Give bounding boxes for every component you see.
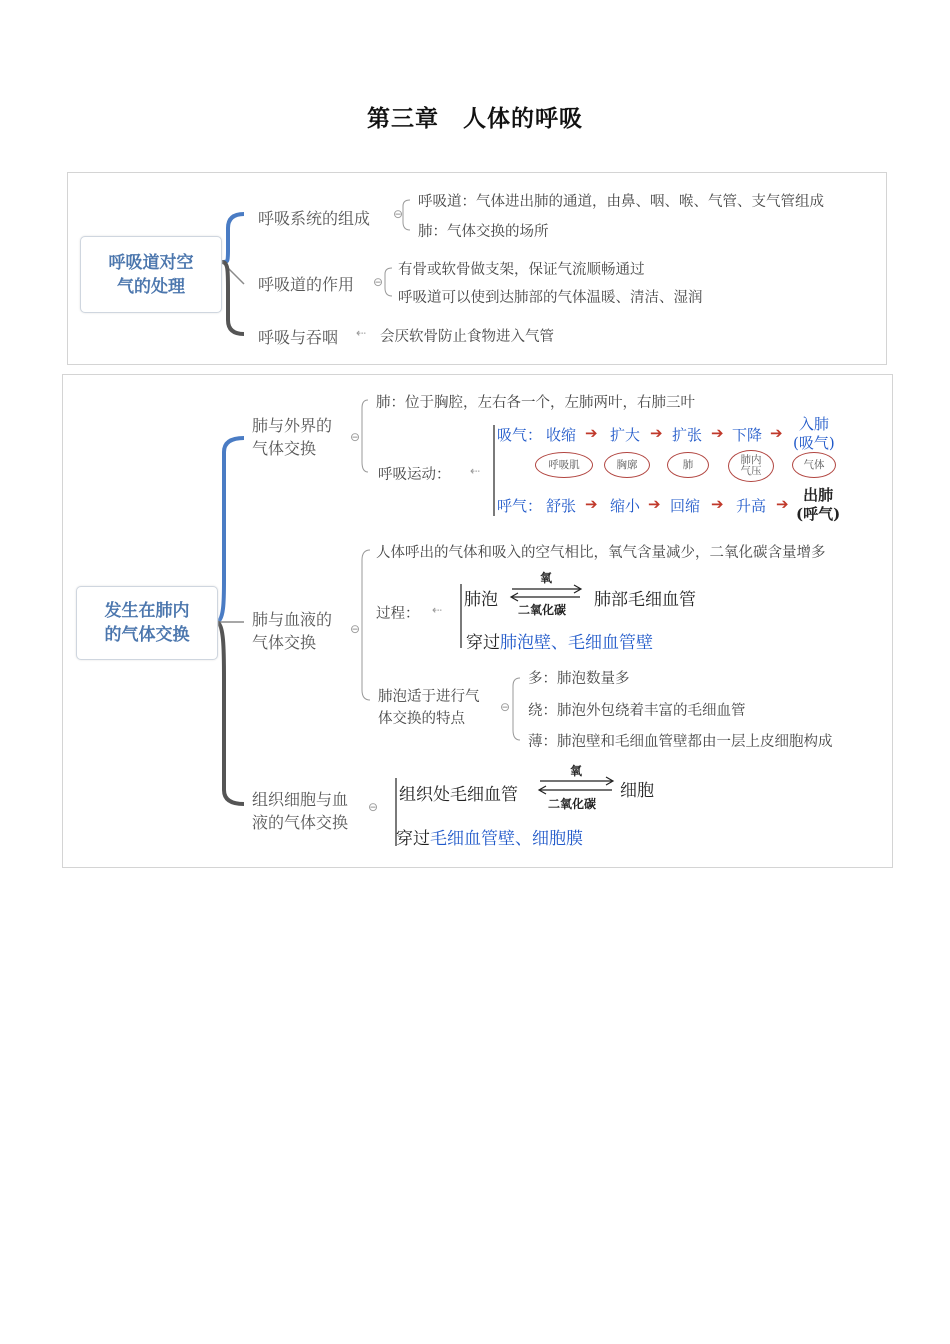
exhale-head: 呼气： (497, 497, 543, 515)
branch-swallow[interactable]: 呼吸与吞咽 (258, 328, 339, 347)
feature-many: 多：肺泡数量多 (528, 671, 630, 687)
item-movement-label: 呼吸运动： (378, 467, 451, 483)
inhale-step: 收缩 (546, 426, 577, 444)
collapse-icon[interactable]: ⊖ (500, 700, 511, 714)
gas-oxygen: 氧 (540, 571, 553, 585)
feature-surround: 绕：肺泡外包绕着丰富的毛细血管 (528, 703, 746, 719)
alveolus-label: 肺泡 (464, 590, 498, 610)
through-walls-alveolus (466, 628, 653, 653)
collapse-icon[interactable]: ⊖ (393, 207, 404, 221)
arrow-left-icon: ⇠ (432, 603, 443, 617)
arrow-right-icon: ➔ (585, 495, 598, 513)
gas-oxygen: 氧 (570, 764, 583, 778)
root-node-gas-exchange[interactable] (76, 586, 218, 660)
collapse-icon[interactable]: ⊖ (373, 275, 384, 289)
item-gas-compare: 人体呼出的气体和吸入的空气相比，氧气含量减少，二氧化碳含量增多 (376, 545, 826, 561)
item-features-label: 肺泡适于进行气 体交换的特点 (378, 689, 480, 727)
branch-lung-external[interactable]: 肺与外界的 气体交换 (252, 416, 333, 458)
oval-thorax: 胸廓 (604, 452, 650, 478)
collapse-icon[interactable]: ⊖ (350, 622, 361, 636)
through-prefix: 穿过 (396, 829, 430, 849)
arrow-right-icon: ➔ (711, 495, 724, 513)
exhale-step: 回缩 (670, 497, 701, 515)
tissue-capillary-label: 组织处毛细血管 (399, 785, 518, 805)
through-walls: 毛细血管壁、细胞膜 (430, 829, 583, 849)
collapse-icon[interactable]: ⊖ (350, 430, 361, 444)
branch-composition[interactable]: 呼吸系统的组成 (258, 209, 371, 228)
branch-tissue-blood[interactable]: 组织细胞与血 液的气体交换 (252, 790, 349, 832)
item-process-label: 过程： (376, 606, 420, 622)
arrow-right-icon: ➔ (648, 495, 661, 513)
inhale-step: 扩张 (672, 426, 703, 444)
root-label: 发生在肺内 的气体交换 (104, 601, 190, 645)
feature-thin: 薄：肺泡壁和毛细血管壁都由一层上皮细胞构成 (528, 734, 833, 750)
inhale-end: 入肺 (吸气) (793, 415, 835, 452)
through-walls-tissue (396, 824, 583, 849)
oval-respiratory-muscle: 呼吸肌 (535, 452, 593, 478)
oval-lung: 肺 (667, 452, 709, 478)
inhale-step: 扩大 (610, 426, 641, 444)
arrow-right-icon: ➔ (711, 424, 724, 442)
through-prefix: 穿过 (466, 633, 500, 653)
page-title: 第三章 人体的呼吸 (367, 105, 583, 132)
exhale-step: 升高 (736, 497, 767, 515)
lung-capillary-label: 肺部毛细血管 (594, 590, 696, 610)
gas-co2: 二氧化碳 (518, 603, 567, 617)
item-lung-position: 肺：位于胸腔，左右各一个，左肺两叶，右肺三叶 (376, 395, 695, 411)
inhale-step: 下降 (732, 426, 763, 444)
arrow-right-icon: ➔ (776, 495, 789, 513)
arrow-left-icon: ⇠ (470, 464, 481, 478)
gas-co2: 二氧化碳 (548, 797, 597, 811)
root-label: 呼吸道对空 气的处理 (108, 252, 194, 297)
arrow-right-icon: ➔ (585, 424, 598, 442)
item-epiglottis: 会厌软骨防止食物进入气管 (380, 329, 554, 345)
arrow-left-icon: ⇠ (356, 326, 367, 340)
item-warm-clean: 呼吸道可以使到达肺部的气体温暖、清洁、湿润 (398, 290, 703, 306)
item-lung: 肺：气体交换的场所 (418, 224, 549, 240)
collapse-icon[interactable]: ⊖ (368, 800, 379, 814)
exhale-end: 出肺 (呼气) (796, 486, 841, 523)
branch-function[interactable]: 呼吸道的作用 (258, 275, 355, 294)
arrow-right-icon: ➔ (770, 424, 783, 442)
through-walls: 肺泡壁、毛细血管壁 (500, 633, 653, 653)
oval-gas: 气体 (792, 452, 836, 478)
branch-lung-blood[interactable]: 肺与血液的 气体交换 (252, 610, 333, 652)
item-cartilage: 有骨或软骨做支架，保证气流顺畅通过 (398, 262, 645, 278)
exhale-step: 舒张 (546, 497, 577, 515)
inhale-head: 吸气： (497, 426, 543, 444)
cell-label: 细胞 (620, 781, 654, 801)
exhale-step: 缩小 (610, 497, 641, 515)
oval-lung-pressure: 肺内 气压 (728, 450, 774, 482)
item-respiratory-tract: 呼吸道：气体进出肺的通道，由鼻、咽、喉、气管、支气管组成 (418, 194, 824, 210)
arrow-right-icon: ➔ (650, 424, 663, 442)
